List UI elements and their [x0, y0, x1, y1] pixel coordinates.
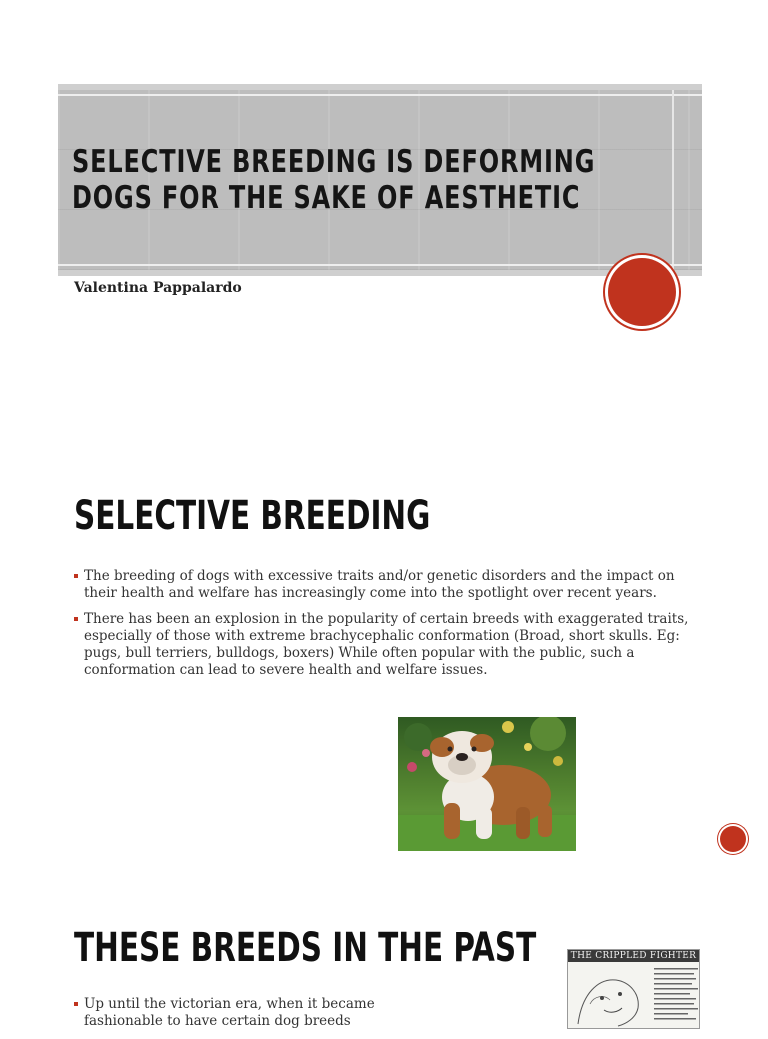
- clipping-title: THE CRIPPLED FIGHTER: [568, 950, 699, 962]
- clipping-text-lines: [654, 966, 700, 1026]
- newspaper-clipping: [567, 949, 700, 1029]
- decorative-circle-small: [720, 826, 746, 852]
- slide-heading: SELECTIVE BREEDING: [74, 493, 431, 539]
- bullet-item: The breeding of dogs with excessive traits and/or genetic disorders and the impact on their health and welfare has increasingly come into the spotlight over recent years.: [74, 568, 694, 602]
- clipping-body-text: [654, 966, 700, 1027]
- dog-sketch-illustration: [568, 964, 654, 1029]
- bullet-list: [74, 568, 694, 688]
- selective-breeding-slide: [0, 470, 768, 890]
- title-slide: [0, 0, 768, 460]
- breeds-past-slide: [0, 900, 768, 1029]
- slide-heading: THESE BREEDS IN THE PAST: [74, 925, 537, 971]
- decorative-circle-large: [608, 258, 676, 326]
- bullet-list: [74, 996, 404, 1039]
- presentation-title: SELECTIVE BREEDING IS DEFORMING DOGS FOR THE SAKE OF AESTHETIC: [72, 144, 596, 216]
- title-band: [58, 84, 702, 276]
- bullet-item: Up until the victorian era, when it became fashionable to have certain dog breeds: [74, 996, 404, 1030]
- bulldog-illustration: [398, 717, 576, 851]
- bulldog-photo: [398, 717, 576, 851]
- author-name: Valentina Pappalardo: [74, 280, 242, 296]
- bullet-item: There has been an explosion in the popularity of certain breeds with exaggerated traits, especially of those with extreme brachycephalic conformation (Broad, short skulls. Eg: pugs, bull terriers, bulldogs, boxers) While often popular with the public, such a conformation can lead to severe health and welfare issues.: [74, 611, 694, 679]
